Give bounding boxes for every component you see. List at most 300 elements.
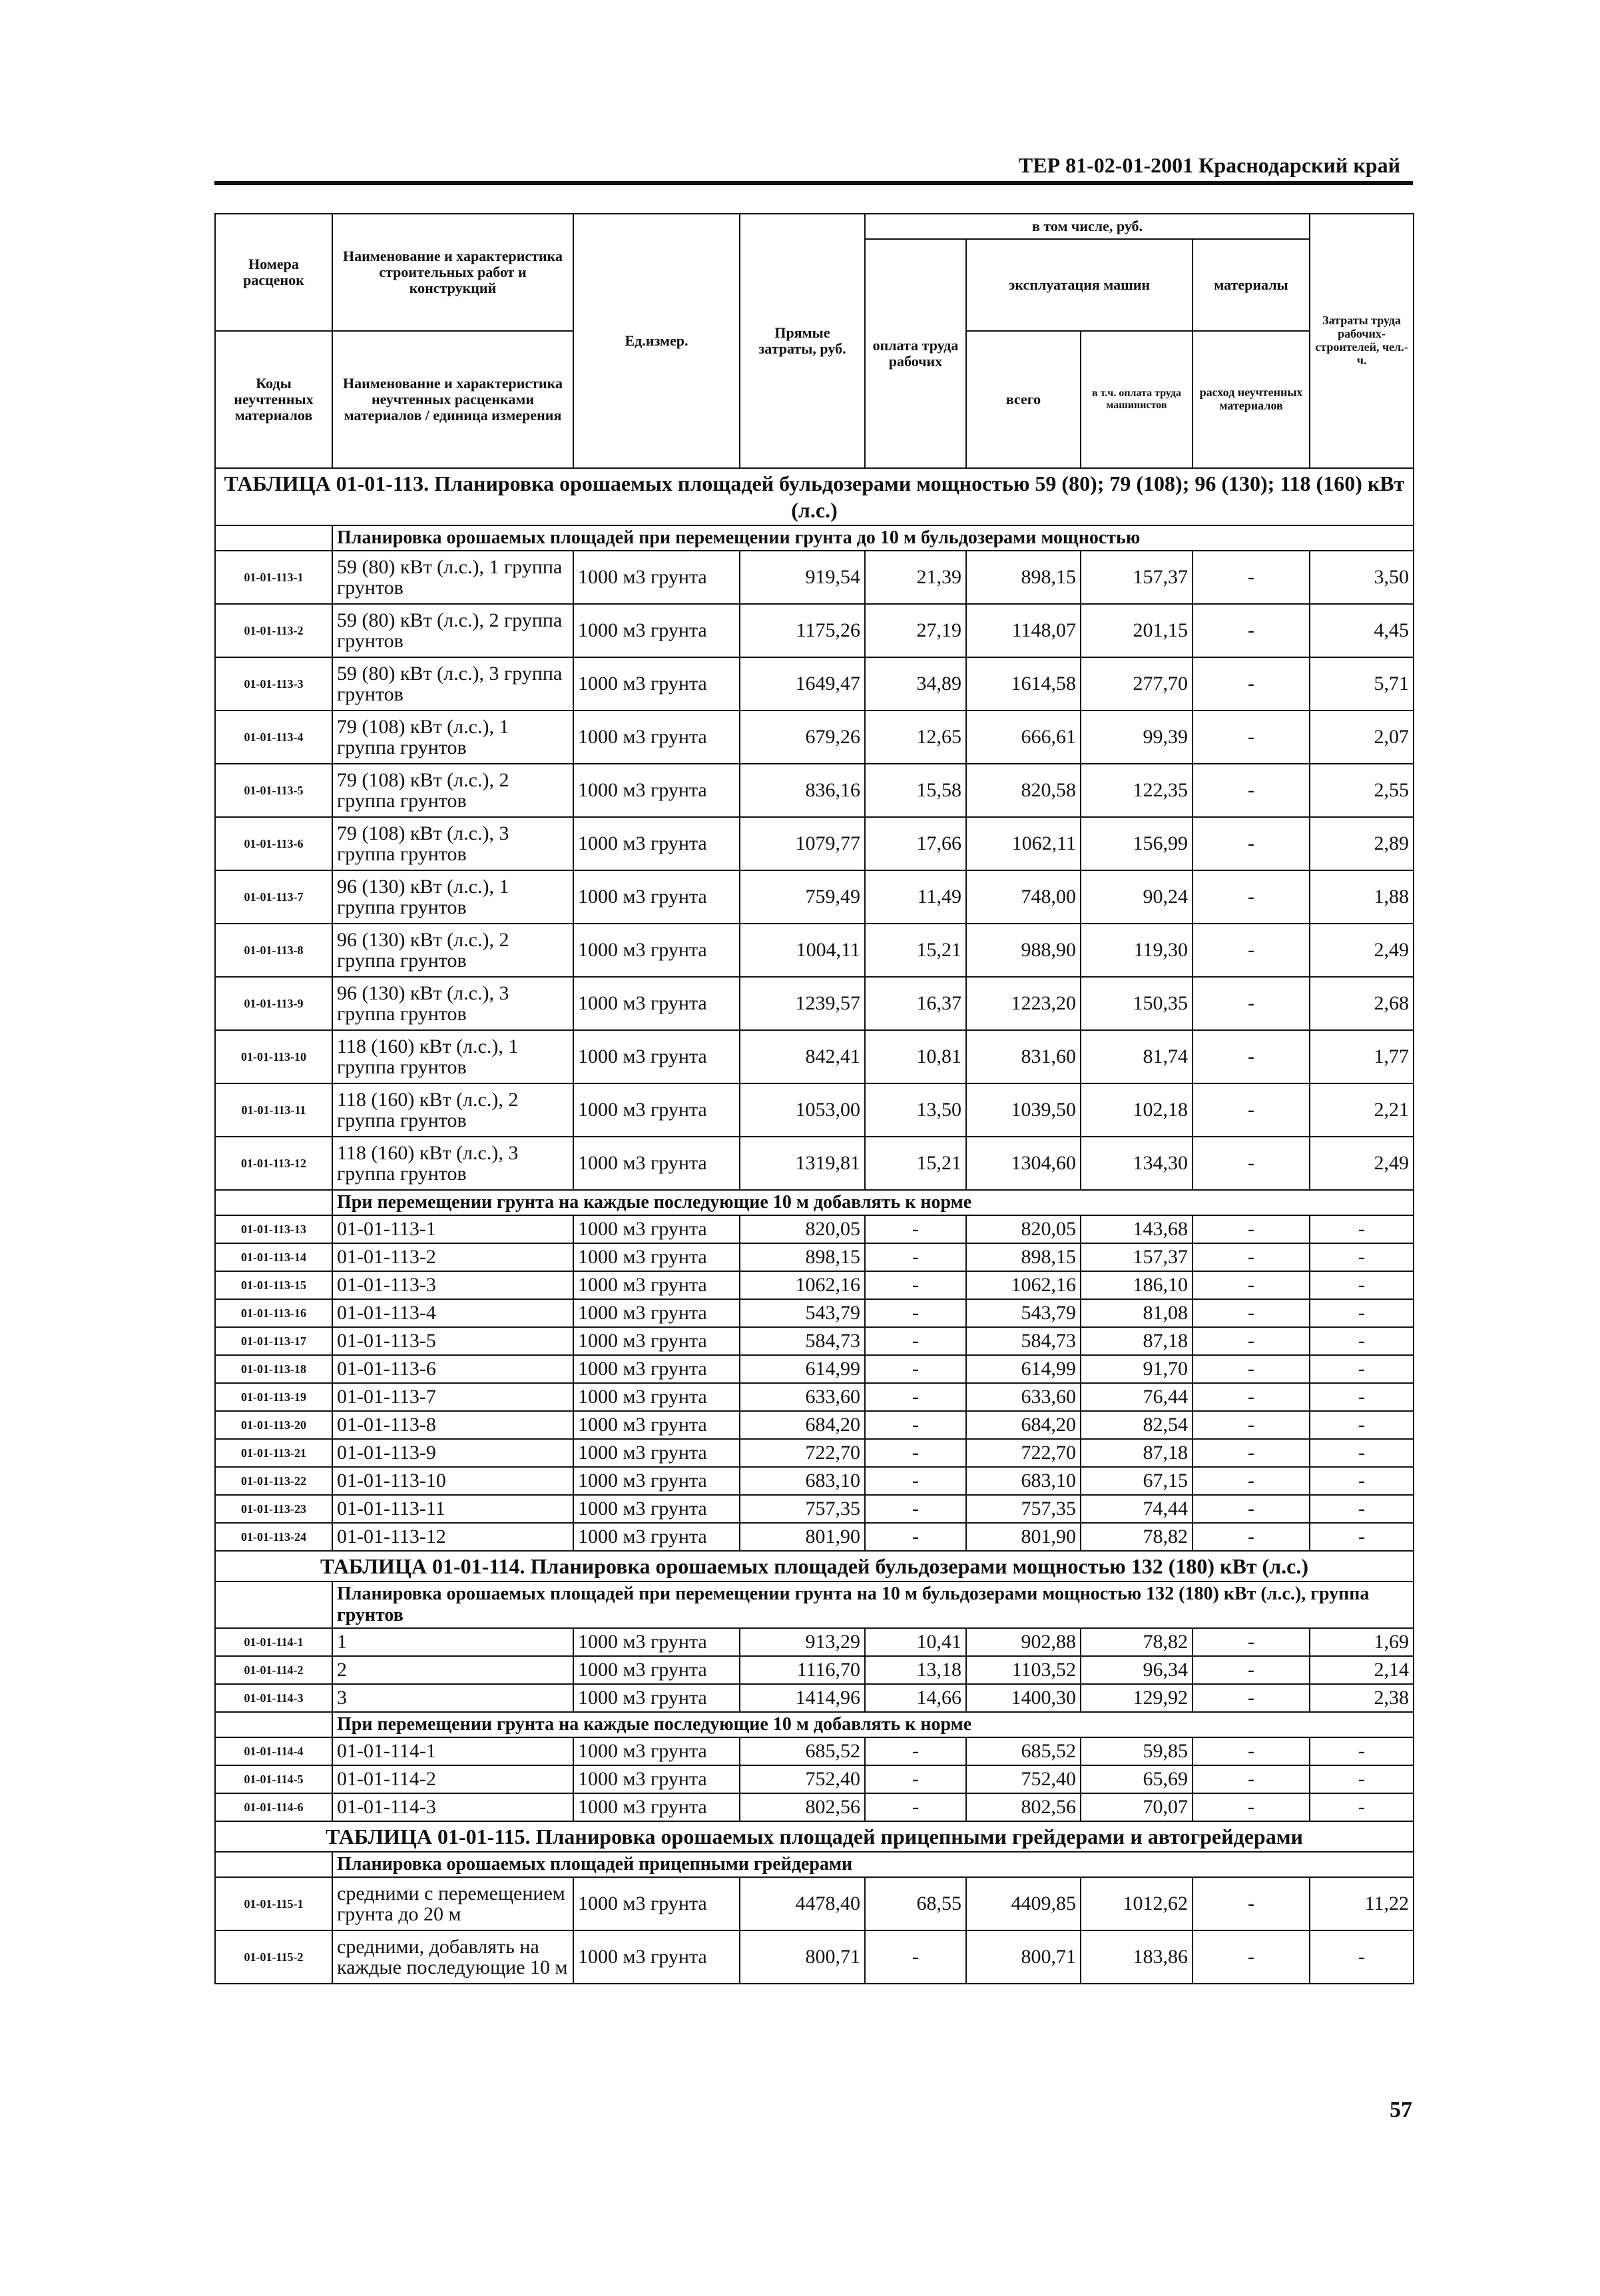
table-row	[215, 1215, 1414, 1243]
labor-hours: -	[1310, 1765, 1414, 1793]
table-row	[215, 1737, 1414, 1765]
labor-pay: 10,41	[865, 1628, 966, 1656]
direct-cost: 913,29	[740, 1628, 865, 1656]
group-title: При перемещении грунта на каждые последующие 10 м добавлять к норме	[332, 1712, 1414, 1737]
machines-total: 543,79	[966, 1299, 1081, 1327]
direct-cost: 759,49	[740, 870, 865, 924]
table-row	[215, 604, 1414, 657]
labor-pay: 10,81	[865, 1030, 966, 1083]
table-section-title-row	[215, 1821, 1414, 1852]
table-section-title-row	[215, 1551, 1414, 1581]
table-section-title-row	[215, 468, 1414, 525]
labor-hours: -	[1310, 1271, 1414, 1299]
labor-pay: -	[865, 1523, 966, 1551]
materials-consumption: -	[1193, 1793, 1310, 1821]
labor-pay: -	[865, 1215, 966, 1243]
machinists-pay: 91,70	[1081, 1355, 1193, 1383]
direct-cost: 1116,70	[740, 1656, 865, 1684]
labor-pay: 15,21	[865, 1137, 966, 1190]
group-title-row	[215, 1581, 1414, 1628]
labor-hours: 2,38	[1310, 1684, 1414, 1712]
machinists-pay: 99,39	[1081, 711, 1193, 764]
labor-hours: -	[1310, 1793, 1414, 1821]
labor-hours: 2,49	[1310, 924, 1414, 977]
machines-total: 1148,07	[966, 604, 1081, 657]
labor-pay: -	[865, 1439, 966, 1467]
direct-cost: 1175,26	[740, 604, 865, 657]
table-row	[215, 1030, 1414, 1083]
rate-code: 01-01-113-17	[215, 1327, 332, 1355]
machines-total: 4409,85	[966, 1877, 1081, 1930]
machines-total: 684,20	[966, 1411, 1081, 1439]
machines-total: 902,88	[966, 1628, 1081, 1656]
machines-total: 800,71	[966, 1930, 1081, 1984]
rate-code: 01-01-113-3	[215, 657, 332, 711]
labor-hours: 2,89	[1310, 817, 1414, 870]
labor-pay: -	[865, 1793, 966, 1821]
machines-total: 988,90	[966, 924, 1081, 977]
rate-code: 01-01-113-16	[215, 1299, 332, 1327]
labor-pay: -	[865, 1411, 966, 1439]
labor-hours: -	[1310, 1495, 1414, 1523]
labor-hours: -	[1310, 1439, 1414, 1467]
work-name: 79 (108) кВт (л.с.), 3 группа грунтов	[332, 817, 573, 870]
direct-cost: 800,71	[740, 1930, 865, 1984]
work-name: 1	[332, 1628, 573, 1656]
group-title-row	[215, 1712, 1414, 1737]
machinists-pay: 96,34	[1081, 1656, 1193, 1684]
machinists-pay: 150,35	[1081, 977, 1193, 1030]
direct-cost: 1649,47	[740, 657, 865, 711]
table-row	[215, 817, 1414, 870]
unit-cell: 1000 м3 грунта	[573, 1137, 740, 1190]
labor-pay: 17,66	[865, 817, 966, 870]
machinists-pay: 143,68	[1081, 1215, 1193, 1243]
unit-cell: 1000 м3 грунта	[573, 1299, 740, 1327]
col-machines-total: всего	[966, 331, 1081, 468]
materials-consumption: -	[1193, 924, 1310, 977]
rate-code: 01-01-113-9	[215, 977, 332, 1030]
labor-pay: 34,89	[865, 657, 966, 711]
direct-cost: 820,05	[740, 1215, 865, 1243]
machinists-pay: 70,07	[1081, 1793, 1193, 1821]
machinists-pay: 81,08	[1081, 1299, 1193, 1327]
machines-total: 757,35	[966, 1495, 1081, 1523]
group-spacer	[215, 1712, 332, 1737]
work-name: 01-01-113-6	[332, 1355, 573, 1383]
unit-cell: 1000 м3 грунта	[573, 1439, 740, 1467]
table-row	[215, 1793, 1414, 1821]
col-materials-cons: расход неучтенных материалов	[1193, 331, 1310, 468]
group-title: Планировка орошаемых площадей прицепными грейдерами	[332, 1852, 1414, 1877]
work-name: средними, добавлять на каждые последующие 10 м	[332, 1930, 573, 1984]
work-name: 3	[332, 1684, 573, 1712]
rate-code: 01-01-113-8	[215, 924, 332, 977]
materials-consumption: -	[1193, 1737, 1310, 1765]
direct-cost: 584,73	[740, 1327, 865, 1355]
col-direct: Прямые затраты, руб.	[740, 214, 865, 468]
labor-hours: 2,49	[1310, 1137, 1414, 1190]
machines-total: 752,40	[966, 1765, 1081, 1793]
work-name: 01-01-113-10	[332, 1467, 573, 1495]
unit-cell: 1000 м3 грунта	[573, 977, 740, 1030]
machines-total: 614,99	[966, 1355, 1081, 1383]
labor-pay: -	[865, 1383, 966, 1411]
unit-cell: 1000 м3 грунта	[573, 870, 740, 924]
rate-code: 01-01-113-22	[215, 1467, 332, 1495]
unit-cell: 1000 м3 грунта	[573, 1383, 740, 1411]
machines-total: 685,52	[966, 1737, 1081, 1765]
labor-pay: 15,21	[865, 924, 966, 977]
machines-total: 1062,11	[966, 817, 1081, 870]
work-name: 01-01-113-2	[332, 1243, 573, 1271]
materials-consumption: -	[1193, 977, 1310, 1030]
work-name: 96 (130) кВт (л.с.), 1 группа грунтов	[332, 870, 573, 924]
labor-pay: 27,19	[865, 604, 966, 657]
labor-hours: 4,45	[1310, 604, 1414, 657]
machinists-pay: 87,18	[1081, 1439, 1193, 1467]
labor-hours: 1,69	[1310, 1628, 1414, 1656]
group-title-row	[215, 525, 1414, 551]
machinists-pay: 67,15	[1081, 1467, 1193, 1495]
machines-total: 820,58	[966, 764, 1081, 817]
labor-hours: 11,22	[1310, 1877, 1414, 1930]
machines-total: 1103,52	[966, 1656, 1081, 1684]
unit-cell: 1000 м3 грунта	[573, 1215, 740, 1243]
machinists-pay: 59,85	[1081, 1737, 1193, 1765]
col-materials: материалы	[1193, 239, 1310, 331]
rate-code: 01-01-114-3	[215, 1684, 332, 1712]
direct-cost: 919,54	[740, 551, 865, 604]
unit-cell: 1000 м3 грунта	[573, 1467, 740, 1495]
materials-consumption: -	[1193, 1765, 1310, 1793]
machinists-pay: 129,92	[1081, 1684, 1193, 1712]
rate-code: 01-01-115-1	[215, 1877, 332, 1930]
machines-total: 748,00	[966, 870, 1081, 924]
work-name: 59 (80) кВт (л.с.), 1 группа грунтов	[332, 551, 573, 604]
labor-hours: 2,14	[1310, 1656, 1414, 1684]
materials-consumption: -	[1193, 1383, 1310, 1411]
materials-consumption: -	[1193, 764, 1310, 817]
machinists-pay: 186,10	[1081, 1271, 1193, 1299]
machines-total: 1400,30	[966, 1684, 1081, 1712]
labor-pay: 12,65	[865, 711, 966, 764]
col-code-bottom: Коды неучтенных материалов	[215, 331, 332, 468]
materials-consumption: -	[1193, 1628, 1310, 1656]
labor-pay: -	[865, 1495, 966, 1523]
materials-consumption: -	[1193, 1439, 1310, 1467]
rate-code: 01-01-113-18	[215, 1355, 332, 1383]
rate-code: 01-01-113-10	[215, 1030, 332, 1083]
header-rule	[214, 181, 1413, 185]
col-unit: Ед.измер.	[573, 214, 740, 468]
labor-pay: 16,37	[865, 977, 966, 1030]
rate-code: 01-01-114-1	[215, 1628, 332, 1656]
labor-hours: 1,77	[1310, 1030, 1414, 1083]
work-name: 01-01-113-3	[332, 1271, 573, 1299]
table-row	[215, 1271, 1414, 1299]
rate-code: 01-01-113-15	[215, 1271, 332, 1299]
materials-consumption: -	[1193, 1030, 1310, 1083]
machinists-pay: 277,70	[1081, 657, 1193, 711]
direct-cost: 898,15	[740, 1243, 865, 1271]
table-row	[215, 1656, 1414, 1684]
rate-code: 01-01-113-23	[215, 1495, 332, 1523]
table-row	[215, 1765, 1414, 1793]
group-spacer	[215, 1190, 332, 1215]
unit-cell: 1000 м3 грунта	[573, 657, 740, 711]
unit-cell: 1000 м3 грунта	[573, 1411, 740, 1439]
table-row	[215, 711, 1414, 764]
work-name: 01-01-113-8	[332, 1411, 573, 1439]
rate-code: 01-01-113-6	[215, 817, 332, 870]
direct-cost: 614,99	[740, 1355, 865, 1383]
machinists-pay: 157,37	[1081, 1243, 1193, 1271]
labor-pay: 14,66	[865, 1684, 966, 1712]
work-name: 59 (80) кВт (л.с.), 3 группа грунтов	[332, 657, 573, 711]
machines-total: 1062,16	[966, 1271, 1081, 1299]
direct-cost: 802,56	[740, 1793, 865, 1821]
labor-hours: -	[1310, 1215, 1414, 1243]
materials-consumption: -	[1193, 711, 1310, 764]
direct-cost: 1079,77	[740, 817, 865, 870]
col-machinists-pay: в т.ч. оплата труда машинистов	[1081, 331, 1193, 468]
machinists-pay: 134,30	[1081, 1137, 1193, 1190]
unit-cell: 1000 м3 грунта	[573, 711, 740, 764]
work-name: 01-01-113-5	[332, 1327, 573, 1355]
materials-consumption: -	[1193, 1495, 1310, 1523]
table-row	[215, 551, 1414, 604]
table-row	[215, 1495, 1414, 1523]
unit-cell: 1000 м3 грунта	[573, 1271, 740, 1299]
labor-pay: 13,18	[865, 1656, 966, 1684]
machines-total: 898,15	[966, 551, 1081, 604]
labor-hours: -	[1310, 1737, 1414, 1765]
unit-cell: 1000 м3 грунта	[573, 1030, 740, 1083]
rate-code: 01-01-113-1	[215, 551, 332, 604]
machines-total: 831,60	[966, 1030, 1081, 1083]
materials-consumption: -	[1193, 1355, 1310, 1383]
work-name: 96 (130) кВт (л.с.), 2 группа грунтов	[332, 924, 573, 977]
page-number: 57	[1390, 2098, 1412, 2122]
work-name: 96 (130) кВт (л.с.), 3 группа грунтов	[332, 977, 573, 1030]
unit-cell: 1000 м3 грунта	[573, 1930, 740, 1984]
direct-cost: 1414,96	[740, 1684, 865, 1712]
unit-cell: 1000 м3 грунта	[573, 1327, 740, 1355]
table-row	[215, 1930, 1414, 1984]
labor-hours: 2,21	[1310, 1083, 1414, 1137]
labor-pay: -	[865, 1271, 966, 1299]
rate-code: 01-01-113-12	[215, 1137, 332, 1190]
rate-code: 01-01-114-2	[215, 1656, 332, 1684]
materials-consumption: -	[1193, 1877, 1310, 1930]
direct-cost: 4478,40	[740, 1877, 865, 1930]
machinists-pay: 78,82	[1081, 1628, 1193, 1656]
direct-cost: 1239,57	[740, 977, 865, 1030]
labor-pay: -	[865, 1355, 966, 1383]
unit-cell: 1000 м3 грунта	[573, 604, 740, 657]
table-row	[215, 1411, 1414, 1439]
rate-code: 01-01-113-2	[215, 604, 332, 657]
work-name: 118 (160) кВт (л.с.), 3 группа грунтов	[332, 1137, 573, 1190]
table-section-title: ТАБЛИЦА 01-01-114. Планировка орошаемых площадей бульдозерами мощностью 132 (180) кВт (л.с.)	[215, 1551, 1414, 1581]
group-spacer	[215, 525, 332, 551]
machinists-pay: 156,99	[1081, 817, 1193, 870]
table-row	[215, 1355, 1414, 1383]
materials-consumption: -	[1193, 551, 1310, 604]
machinists-pay: 65,69	[1081, 1765, 1193, 1793]
materials-consumption: -	[1193, 1137, 1310, 1190]
labor-pay: 68,55	[865, 1877, 966, 1930]
unit-cell: 1000 м3 грунта	[573, 1243, 740, 1271]
unit-cell: 1000 м3 грунта	[573, 1684, 740, 1712]
work-name: 01-01-113-1	[332, 1215, 573, 1243]
machinists-pay: 201,15	[1081, 604, 1193, 657]
labor-pay: -	[865, 1930, 966, 1984]
labor-pay: 11,49	[865, 870, 966, 924]
machinists-pay: 90,24	[1081, 870, 1193, 924]
work-name: 01-01-113-12	[332, 1523, 573, 1551]
materials-consumption: -	[1193, 1243, 1310, 1271]
unit-cell: 1000 м3 грунта	[573, 1793, 740, 1821]
unit-cell: 1000 м3 грунта	[573, 764, 740, 817]
materials-consumption: -	[1193, 817, 1310, 870]
machinists-pay: 74,44	[1081, 1495, 1193, 1523]
work-name: 01-01-113-4	[332, 1299, 573, 1327]
direct-cost: 633,60	[740, 1383, 865, 1411]
table-header	[215, 214, 1414, 468]
machinists-pay: 78,82	[1081, 1523, 1193, 1551]
machines-total: 584,73	[966, 1327, 1081, 1355]
table-row	[215, 1137, 1414, 1190]
machines-total: 1039,50	[966, 1083, 1081, 1137]
direct-cost: 684,20	[740, 1411, 865, 1439]
labor-pay: -	[865, 1327, 966, 1355]
direct-cost: 801,90	[740, 1523, 865, 1551]
machines-total: 633,60	[966, 1383, 1081, 1411]
labor-hours: -	[1310, 1355, 1414, 1383]
labor-pay: -	[865, 1467, 966, 1495]
materials-consumption: -	[1193, 1215, 1310, 1243]
work-name: 01-01-114-3	[332, 1793, 573, 1821]
direct-cost: 683,10	[740, 1467, 865, 1495]
group-title-row	[215, 1852, 1414, 1877]
labor-pay: 21,39	[865, 551, 966, 604]
rate-code: 01-01-114-6	[215, 1793, 332, 1821]
direct-cost: 757,35	[740, 1495, 865, 1523]
machines-total: 1304,60	[966, 1137, 1081, 1190]
rates-table	[214, 213, 1414, 1984]
direct-cost: 1062,16	[740, 1271, 865, 1299]
table-row	[215, 657, 1414, 711]
machines-total: 802,56	[966, 1793, 1081, 1821]
group-title: Планировка орошаемых площадей при перемещении грунта до 10 м бульдозерами мощностью	[332, 525, 1414, 551]
labor-hours: -	[1310, 1299, 1414, 1327]
labor-pay: -	[865, 1737, 966, 1765]
labor-hours: -	[1310, 1243, 1414, 1271]
labor-hours: 2,55	[1310, 764, 1414, 817]
unit-cell: 1000 м3 грунта	[573, 924, 740, 977]
machinists-pay: 82,54	[1081, 1411, 1193, 1439]
rate-code: 01-01-113-11	[215, 1083, 332, 1137]
direct-cost: 685,52	[740, 1737, 865, 1765]
table-row	[215, 924, 1414, 977]
table-row	[215, 1299, 1414, 1327]
table-row	[215, 977, 1414, 1030]
table-row	[215, 1523, 1414, 1551]
labor-hours: -	[1310, 1411, 1414, 1439]
rate-code: 01-01-113-19	[215, 1383, 332, 1411]
machinists-pay: 119,30	[1081, 924, 1193, 977]
work-name: 79 (108) кВт (л.с.), 1 группа грунтов	[332, 711, 573, 764]
unit-cell: 1000 м3 грунта	[573, 817, 740, 870]
direct-cost: 1319,81	[740, 1137, 865, 1190]
machinists-pay: 122,35	[1081, 764, 1193, 817]
group-title: Планировка орошаемых площадей при перемещении грунта на 10 м бульдозерами мощностью 132 (180) кВт (л.с.), группа грунтов	[332, 1581, 1414, 1628]
labor-hours: 1,88	[1310, 870, 1414, 924]
table-section-title: ТАБЛИЦА 01-01-115. Планировка орошаемых площадей прицепными грейдерами и автогрейдерами	[215, 1821, 1414, 1852]
labor-pay: -	[865, 1243, 966, 1271]
work-name: 118 (160) кВт (л.с.), 1 группа грунтов	[332, 1030, 573, 1083]
labor-hours: 2,07	[1310, 711, 1414, 764]
unit-cell: 1000 м3 грунта	[573, 1083, 740, 1137]
table-section-title: ТАБЛИЦА 01-01-113. Планировка орошаемых площадей бульдозерами мощностью 59 (80); 79 (108); 96 (130); 118 (160) кВт (л.с.)	[215, 468, 1414, 525]
materials-consumption: -	[1193, 1656, 1310, 1684]
machinists-pay: 102,18	[1081, 1083, 1193, 1137]
machines-total: 722,70	[966, 1439, 1081, 1467]
rate-code: 01-01-113-14	[215, 1243, 332, 1271]
work-name: 79 (108) кВт (л.с.), 2 группа грунтов	[332, 764, 573, 817]
rate-code: 01-01-113-7	[215, 870, 332, 924]
materials-consumption: -	[1193, 657, 1310, 711]
machines-total: 683,10	[966, 1467, 1081, 1495]
work-name: 01-01-114-2	[332, 1765, 573, 1793]
work-name: 59 (80) кВт (л.с.), 2 группа грунтов	[332, 604, 573, 657]
materials-consumption: -	[1193, 1271, 1310, 1299]
rate-code: 01-01-113-20	[215, 1411, 332, 1439]
table-row	[215, 1243, 1414, 1271]
labor-hours: -	[1310, 1327, 1414, 1355]
col-machines: эксплуатация машин	[966, 239, 1193, 331]
col-labor-pay: оплата труда рабочих	[865, 239, 966, 468]
unit-cell: 1000 м3 грунта	[573, 1737, 740, 1765]
table-row	[215, 1383, 1414, 1411]
machines-total: 1223,20	[966, 977, 1081, 1030]
unit-cell: 1000 м3 грунта	[573, 1765, 740, 1793]
unit-cell: 1000 м3 грунта	[573, 1523, 740, 1551]
work-name: средними с перемещением грунта до 20 м	[332, 1877, 573, 1930]
work-name: 2	[332, 1656, 573, 1684]
machinists-pay: 183,86	[1081, 1930, 1193, 1984]
table-body	[215, 468, 1414, 1984]
col-labor: Затраты труда рабочих-строителей, чел.-ч.	[1310, 214, 1414, 468]
direct-cost: 836,16	[740, 764, 865, 817]
table-row	[215, 870, 1414, 924]
table-row	[215, 1467, 1414, 1495]
group-title-row	[215, 1190, 1414, 1215]
table-row	[215, 1684, 1414, 1712]
labor-hours: 2,68	[1310, 977, 1414, 1030]
machines-total: 801,90	[966, 1523, 1081, 1551]
work-name: 01-01-113-11	[332, 1495, 573, 1523]
table-row	[215, 1083, 1414, 1137]
materials-consumption: -	[1193, 870, 1310, 924]
unit-cell: 1000 м3 грунта	[573, 1628, 740, 1656]
unit-cell: 1000 м3 грунта	[573, 1355, 740, 1383]
machines-total: 1614,58	[966, 657, 1081, 711]
materials-consumption: -	[1193, 1411, 1310, 1439]
labor-hours: -	[1310, 1383, 1414, 1411]
